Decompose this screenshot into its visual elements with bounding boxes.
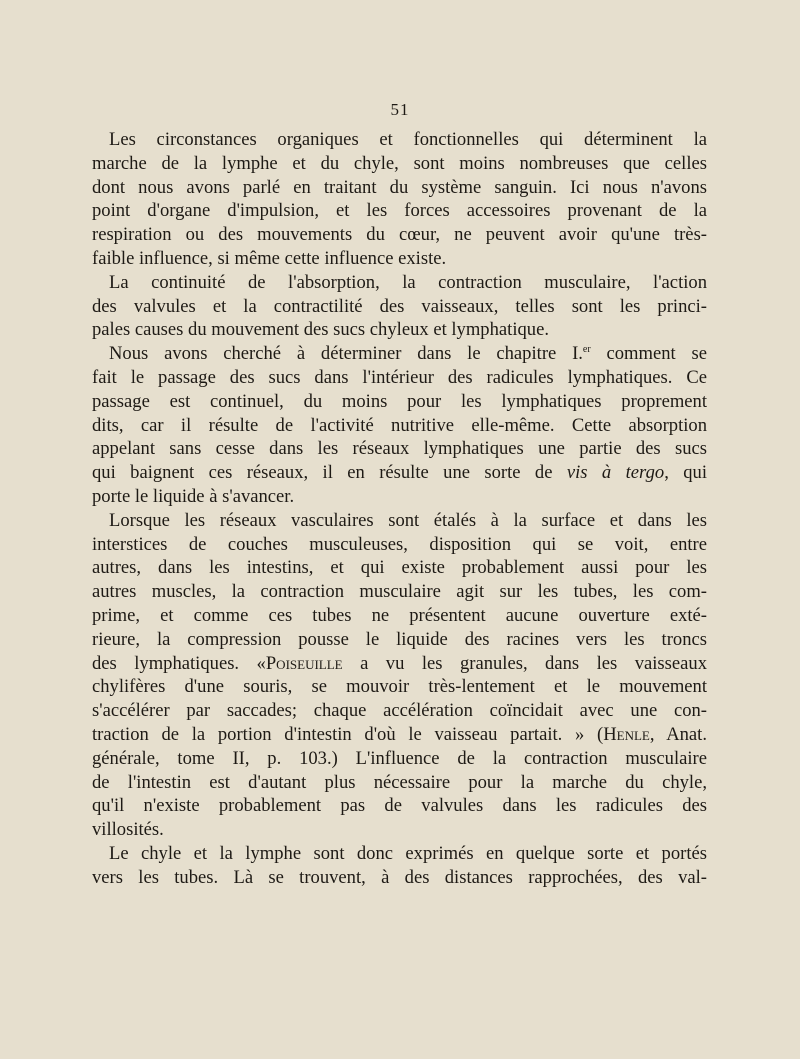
text-line: faible influence, si même cette influence existe. bbox=[92, 247, 447, 269]
text-line bbox=[92, 723, 707, 747]
italic-phrase: vis à tergo bbox=[566, 462, 665, 484]
text-line: prime, et comme ces tubes ne présentent aucune ouverture exté- bbox=[92, 604, 707, 626]
text-span: , qui bbox=[664, 462, 707, 484]
text-line: dits, car il résulte de l'activité nutritive elle-même. Cette absorption bbox=[92, 414, 707, 436]
text-line bbox=[92, 342, 707, 366]
text-line: point d'organe d'impulsion, et les forces accessoires provenant de la bbox=[92, 200, 707, 222]
text-line: respiration ou des mouvements du cœur, ne peuvent avoir qu'une très- bbox=[92, 224, 707, 246]
text-line bbox=[92, 652, 707, 676]
author-name: Poiseuille bbox=[265, 652, 343, 674]
text-line: dont nous avons parlé en traitant du système sanguin. Ici nous n'avons bbox=[92, 176, 707, 198]
text-span: des lymphatiques. « bbox=[92, 652, 266, 674]
text-line: marche de la lymphe et du chyle, sont moins nombreuses que celles bbox=[92, 152, 707, 174]
text-line: de l'intestin est d'autant plus nécessaire pour la marche du chyle, bbox=[92, 771, 707, 793]
text-line: générale, tome II, p. 103.) L'influence de la contraction musculaire bbox=[92, 747, 707, 769]
paragraph-reseaux bbox=[92, 509, 707, 842]
text-line: interstices de couches musculeuses, disposition qui se voit, entre bbox=[92, 533, 707, 555]
text-span: comment se bbox=[590, 343, 708, 365]
paragraph-continuite bbox=[92, 271, 707, 342]
text-line: s'accélérer par saccades; chaque accélération coïncidait avec une con- bbox=[92, 700, 707, 722]
text-line: autres muscles, la contraction musculaire agit sur les tubes, les com- bbox=[92, 581, 707, 603]
body-text bbox=[92, 128, 707, 890]
superscript: er bbox=[582, 344, 591, 356]
text-line: pales causes du mouvement des sucs chyleux et lymphatique. bbox=[92, 319, 549, 341]
text-line: porte le liquide à s'avancer. bbox=[92, 485, 295, 507]
text-span: traction de la portion d'intestin d'où le vaisseau partait. » ( bbox=[92, 723, 604, 745]
text-line: des valvules et la contractilité des vaisseaux, telles sont les princi- bbox=[92, 295, 707, 317]
text-span: a vu les granules, dans les vaisseaux bbox=[342, 652, 708, 674]
text-line: appelant sans cesse dans les réseaux lymphatiques une partie des sucs bbox=[92, 438, 707, 460]
page-number: 51 bbox=[390, 100, 410, 119]
text-line bbox=[92, 461, 707, 485]
text-line: chylifères d'une souris, se mouvoir très-lentement et le mouvement bbox=[92, 676, 707, 698]
text-line: passage est continuel, du moins pour les lymphatiques proprement bbox=[92, 390, 707, 412]
text-span: Nous avons cherché à déterminer dans le chapitre I. bbox=[109, 343, 583, 365]
text-line: La continuité de l'absorption, la contraction musculaire, l'action bbox=[109, 271, 707, 293]
author-name: Henle bbox=[603, 723, 650, 745]
text-line: autres, dans les intestins, et qui existe probablement aussi pour les bbox=[92, 557, 707, 579]
text-line: vers les tubes. Là se trouvent, à des distances rapprochées, des val- bbox=[92, 866, 707, 888]
text-line: rieure, la compression pousse le liquide des racines vers les troncs bbox=[92, 628, 707, 650]
text-line: Le chyle et la lymphe sont donc exprimés en quelque sorte et portés bbox=[109, 842, 707, 864]
paragraph-passage bbox=[92, 342, 707, 509]
paragraph-chyle-lymphe bbox=[92, 842, 707, 890]
text-line: fait le passage des sucs dans l'intérieur des radicules lymphatiques. Ce bbox=[92, 366, 707, 388]
text-line: Les circonstances organiques et fonctionnelles qui déterminent la bbox=[109, 129, 707, 150]
text-span: qui baignent ces réseaux, il en résulte une sorte de bbox=[92, 462, 567, 484]
paragraph-circonstances bbox=[92, 128, 707, 271]
text-line: villosités. bbox=[92, 819, 164, 841]
text-span: , Anat. bbox=[649, 723, 707, 745]
text-line: Lorsque les réseaux vasculaires sont étalés à la surface et dans les bbox=[109, 509, 707, 531]
text-line: qu'il n'existe probablement pas de valvules dans les radicules des bbox=[92, 795, 707, 817]
